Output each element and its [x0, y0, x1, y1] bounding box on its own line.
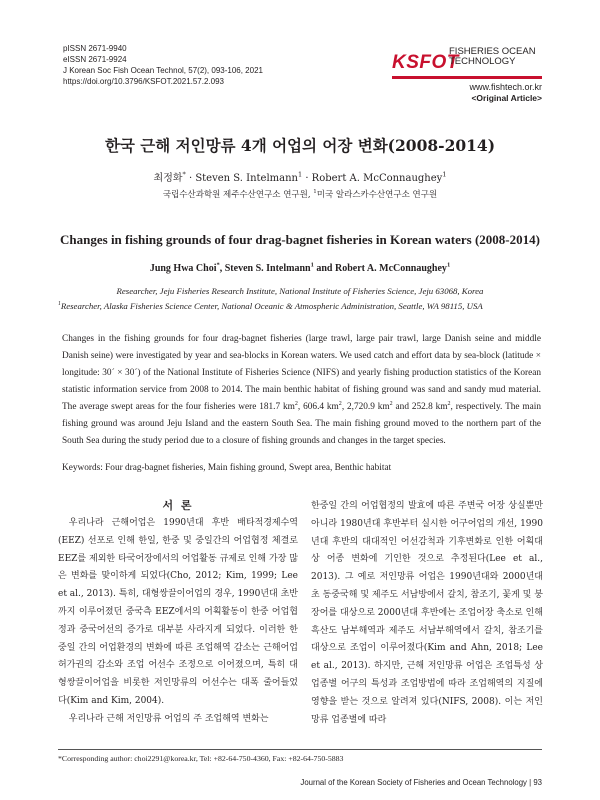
corresponding-mark: * — [182, 170, 186, 179]
footnote-divider — [58, 749, 542, 750]
english-title: Changes in fishing grounds of four drag-bagnet fisheries in Korean waters (2008-2014) — [60, 232, 540, 247]
affiliation-mark: 1 — [446, 261, 451, 269]
logo-name-line2: TECHNOLOGY — [449, 56, 516, 67]
affiliation-mark: 1 — [442, 170, 447, 179]
body-column-left — [58, 515, 298, 729]
korean-title: 한국 근해 저인망류 4개 어업의 어장 변화(2008-2014) — [104, 136, 496, 155]
abstract-text: , 606.4 km — [297, 402, 339, 412]
logo-name — [449, 47, 536, 67]
corresponding-mark: * — [216, 261, 220, 269]
superscript: 2 — [389, 400, 393, 407]
paragraph: 우리나라 근해 저인망류 어업의 주 조업해역 변화는 — [68, 713, 269, 724]
affiliation-mark: 1 — [313, 189, 317, 196]
superscript: 2 — [338, 400, 342, 407]
korean-affiliations — [0, 188, 600, 200]
pissn: pISSN 2671-9940 — [63, 44, 127, 53]
korean-authors — [0, 169, 600, 184]
citation: J Korean Soc Fish Ocean Technol, 57(2), 093-106, 2021 — [63, 66, 263, 75]
abstract-text: , 2,720.9 km — [341, 402, 390, 412]
keywords: Keywords: Four drag-bagnet fisheries, Main fishing ground, Swept area, Benthic habitat — [62, 463, 392, 473]
english-authors — [0, 263, 600, 274]
logo-name-line1: FISHERIES OCEAN — [449, 46, 536, 57]
abstract-text: Changes in the fishing grounds for four drag-bagnet fisheries (large trawl, large pair trawl, large Danish seine and middle Danish seine) were investigated by year and sea-blocks in Korean waters. We used catch and effort data by sea-block (latitude × longitude: 30´ × 30´) of the National Institute of Fisheries Science (NIFS) and yearly fishing production statistics of the Korean statistic information service from 2008 to 2014. The main benthic habitat of fishing ground was sand and sandy mud material. The average swept areas for the four fisheries were 181.7 km — [62, 334, 541, 412]
abstract — [62, 331, 541, 450]
affiliation-mark: 1 — [310, 261, 314, 269]
article-type: <Original Article> — [471, 93, 542, 103]
english-author-1: Jung Hwa Choi — [149, 263, 217, 274]
superscript: 2 — [447, 400, 451, 407]
english-author-2: , Steven S. Intelmann — [219, 263, 311, 274]
english-affil-2-text: Researcher, Alaska Fisheries Science Center, National Oceanic & Atmospheric Administration, Seattle, WA 98115, USA — [60, 301, 483, 311]
korean-author-1: 최정화 — [153, 173, 183, 184]
body-column-right — [311, 498, 543, 729]
logo-divider — [392, 76, 542, 79]
abstract-text: , respectively. The main fishing ground was around Jeju Island and the eastern South Sea. The main fishing ground moved to the northern part of the South Sea during the study period due to a closure of fishing grounds and changes in the target species. — [62, 402, 541, 446]
korean-author-3: · Robert A. McConnaughey — [302, 173, 443, 184]
korean-affil-2: 미국 알라스카수산연구소 연구원 — [316, 190, 438, 200]
korean-author-2: · Steven S. Intelmann — [185, 173, 298, 184]
english-affil-1: Researcher, Jeju Fisheries Research Institute, National Institute of Fisheries Science, Jeju 63068, Korea — [116, 286, 484, 296]
footnote: *Corresponding author: choi2291@korea.kr, Tel: +82-64-750-4360, Fax: +82-64-750-5883 — [58, 754, 344, 763]
korean-affil-1: 국립수산과학원 제주수산연구소 연구원, — [162, 190, 314, 200]
paragraph: 우리나라 근해어업은 1990년대 후반 배타적경제수역(EEZ) 선포로 인해 한일, 한중 및 중일간의 어업협정 체결로 EEZ를 제외한 타국어장에서의 어업활동 규제로 인해 가장 많은 변화를 맞이하게 되었다(Cho, 2012; Kim, 1999; Lee et al., 2013). 특히, 대형쌍끌이어업의 경우, 1990년대 초반까지 이루어졌던 중국측 EEZ에서의 어획활동이 한중 어업협정과 중국어선의 증가로 대부분 사라지게 되었다. 이러한 한중일 간의 어업환경의 변화에 따른 조업해역 감소는 근해어업 허가권의 감소와 조업 어선수 조정으로 이어졌으며, 특히 대형쌍끌이어업을 비롯한 저인망류의 어선수는 대폭 줄어들었다(Kim and Kim, 2004). — [58, 518, 298, 706]
section-heading: 서 론 — [162, 499, 194, 512]
english-author-3: and Robert A. McConnaughey — [313, 263, 447, 274]
journal-url[interactable]: www.fishtech.or.kr — [469, 82, 542, 92]
page-footer: Journal of the Korean Society of Fisheries and Ocean Technology | 93 — [300, 778, 542, 787]
journal-metadata — [63, 43, 263, 87]
journal-logo — [392, 44, 542, 108]
superscript: 2 — [294, 400, 298, 407]
affiliation-mark: 1 — [298, 170, 303, 179]
affiliation-mark: 1 — [58, 301, 61, 308]
doi-link[interactable]: https://doi.org/10.3796/KSFOT.2021.57.2.093 — [63, 77, 224, 86]
english-affiliations — [58, 284, 542, 314]
logo-mark: KSFOT — [392, 52, 459, 73]
english-affil-2 — [58, 299, 542, 314]
eissn: eISSN 2671-9924 — [63, 55, 127, 64]
abstract-text: and 252.8 km — [392, 402, 448, 412]
paragraph: 한중일 간의 어업협정의 발효에 따른 주변국 어장 상실뿐만 아니라 1980년대 후반부터 실시한 어구어업의 개선, 1990년대 후반의 대대적인 어선감척과 기후변화로 인한 어획대상 어종 변화에 기인한 것으로 추정된다(Lee et al., 2013). 그 예로 저인망류 어업은 1990년대와 2000년대 초 동중국해 및 제주도 서남방에서 갈치, 참조기, 꽃게 및 붕장어를 대상으로 2000년대 후반에는 조업어장 축소로 인해 흑산도 남부해역과 제주도 서남부해역에서 갈치, 참조기를 대상으로 조업이 이루어졌다(Kim and Ahn, 2018; Lee et al., 2013). 하지만, 근해 저인망류 어업은 조업특성 상 업종별 어구의 특성과 조업방법에 따라 조업해역의 지질에 영향을 받는 것으로 알려져 있다(NIFS, 2008). 이는 저인망류 업종별에 따라 — [311, 501, 543, 725]
